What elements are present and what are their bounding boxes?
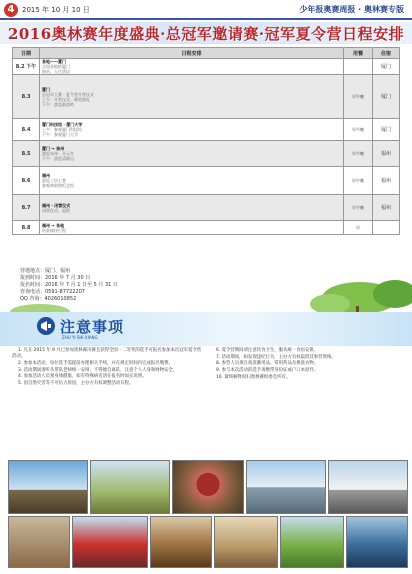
row-schedule — [40, 167, 344, 195]
schedule-line: 闭营仪式、返程 — [42, 207, 70, 213]
photo-gate — [328, 460, 408, 514]
header-divider — [0, 18, 412, 20]
row-schedule — [40, 195, 344, 221]
table-header-row — [13, 48, 400, 59]
photo-gallery — [8, 460, 406, 570]
row-stay — [373, 221, 400, 235]
notes-title: 注意事项 — [60, 318, 125, 336]
row-meal: 早午晚 — [344, 195, 373, 221]
row-date: 8.8 — [13, 221, 40, 235]
row-stay: 福州 — [373, 141, 400, 167]
row-meal — [344, 59, 373, 75]
photo-round-building — [172, 460, 244, 514]
photo-landscape — [8, 460, 88, 514]
schedule-table — [12, 47, 400, 235]
schedule-line: 游览三坊七巷 — [42, 178, 66, 183]
note-item: 1. 凡在 2015 年 9 月已参加奥林赛决赛且获得全国一二等奖的选手可报名参加本次冠军夏令营活动。 — [12, 348, 202, 360]
megaphone-icon — [36, 316, 56, 336]
contact-line: QQ 咨询：4026010852 — [20, 296, 77, 302]
note-item: 8. 参营人员须自备洗漱用品、常用药品及换洗衣物。 — [216, 361, 319, 367]
schedule-line: 上午：开营仪式、颁奖典礼 — [42, 96, 90, 102]
schedule-line: 全国各地抵厦门 — [42, 64, 70, 69]
schedule-location: 福州 · 闭营仪式 — [42, 202, 71, 208]
page-title: 2016奥林赛年度盛典·总冠军邀请赛·冠军夏令营日程安排 — [7, 25, 405, 43]
row-date: 8.4 — [13, 119, 40, 141]
row-stay: 福州 — [373, 167, 400, 195]
schedule-location: 各地——厦门 — [42, 59, 66, 64]
note-item: 6. 夏令营期间请注意饮食卫生，服从统一食宿安排。 — [216, 348, 319, 353]
row-stay: 福州 — [373, 195, 400, 221]
schedule-location: 厦门 → 泉州 — [42, 146, 65, 151]
schedule-location: 福州 → 各地 — [42, 222, 65, 228]
col-header-schedule: 日程安排 — [40, 48, 344, 59]
row-meal: 早午晚 — [344, 167, 373, 195]
contact-line: 咨询电话：0591-87722207 — [20, 289, 85, 295]
row-stay: 厦门 — [373, 59, 400, 75]
photo-park — [280, 516, 344, 568]
row-schedule — [40, 59, 344, 75]
note-item: 7. 活动期间，如发现违纪行为，主办方有权取消其参营资格。 — [216, 354, 336, 360]
photo-temple — [8, 516, 70, 568]
photo-scenery — [90, 460, 170, 514]
note-item: 5. 因自然灾害等不可抗力原因，主办方有权调整活动日程。 — [18, 381, 134, 387]
table-row — [13, 167, 400, 195]
page-header — [0, 0, 412, 22]
photo-waterfront — [346, 516, 408, 568]
contact-line: 报到时间：2016 年 7 月 30 日 — [20, 275, 91, 281]
row-schedule — [40, 221, 344, 235]
note-item: 4. 参加活动人员须身体健康，如有特殊病史请在报名时如实说明。 — [18, 374, 147, 380]
photo-pagoda — [150, 516, 212, 568]
photo-red-pavilion — [72, 516, 148, 568]
contact-line: 报名时间：2016 年 7 月 1 日至 5 月 31 日 — [20, 282, 118, 288]
row-meal: 早午晚 — [344, 141, 373, 167]
row-date: 8.5 — [13, 141, 40, 167]
row-schedule — [40, 119, 344, 141]
title-banner — [0, 22, 412, 44]
row-date: 8.6 — [13, 167, 40, 195]
photo-historic-street — [214, 516, 278, 568]
schedule-line: 结束愉快行程 — [42, 227, 66, 233]
row-meal: 早午晚 — [344, 119, 373, 141]
table-row — [13, 221, 400, 235]
schedule-location: 厦门 — [42, 86, 50, 92]
section-label: 少年报奥赛周报 · 奥林赛专版 — [299, 5, 404, 14]
schedule-line: 接站，入住酒店 — [42, 69, 70, 74]
schedule-line: 游览泉州 · 开元寺 — [42, 151, 74, 156]
col-header-meal: 用餐 — [344, 48, 373, 59]
note-item: 9. 参与本次活动的选手请携带身份证或户口本原件。 — [216, 368, 319, 374]
notes-subtitle: ZHU YI SHI XIANG — [62, 335, 98, 340]
note-item: 10. 最终解释权归奥林赛组委会所有。 — [216, 374, 291, 380]
schedule-line: 下午：游览鼓浪屿 — [42, 101, 74, 107]
notes-left-column — [12, 348, 202, 388]
schedule-location: 厦门科技馆 · 厦门大学 — [42, 122, 83, 127]
row-stay: 厦门 — [373, 75, 400, 119]
row-stay: 厦门 — [373, 119, 400, 141]
issue-date: 2015 年 10 月 10 日 — [22, 6, 90, 14]
row-date: 8.3 — [13, 75, 40, 119]
table-row — [13, 195, 400, 221]
schedule-line: 总冠军大赛 · 夏令营开营仪式 — [42, 91, 94, 97]
col-header-stay: 住宿 — [373, 48, 400, 59]
col-header-date: 日期 — [13, 48, 40, 59]
row-date: 8.2 下午 — [13, 59, 40, 75]
table-row — [13, 59, 400, 75]
schedule-line: 下午：参观厦门大学 — [42, 132, 78, 137]
table-row — [13, 141, 400, 167]
note-item: 3. 活动期间请听从带队老师统一安排，不得擅自离队，注意个人人身和财物安全。 — [18, 367, 178, 373]
table-row — [13, 119, 400, 141]
contact-line: 营地地点：厦门、福州 — [20, 268, 71, 274]
row-schedule — [40, 75, 344, 119]
row-schedule — [40, 141, 344, 167]
schedule-line: 下午：游览清源山 — [42, 156, 74, 161]
schedule-line: 上午：参观厦门科技馆 — [42, 127, 82, 132]
schedule-location: 福州 — [42, 173, 50, 178]
row-meal: 早 — [344, 221, 373, 235]
page-number: 4 — [4, 3, 18, 17]
schedule-line: 参观林则徐纪念馆 — [42, 183, 74, 188]
row-date: 8.7 — [13, 195, 40, 221]
notes-right-column — [210, 348, 400, 382]
photo-city — [246, 460, 326, 514]
row-meal: 早午晚 — [344, 75, 373, 119]
note-item: 2. 参加本活动，每位选手需提前办理相关手续，并在规定时间内完成报名缴费。 — [18, 360, 173, 366]
table-row — [13, 75, 400, 119]
